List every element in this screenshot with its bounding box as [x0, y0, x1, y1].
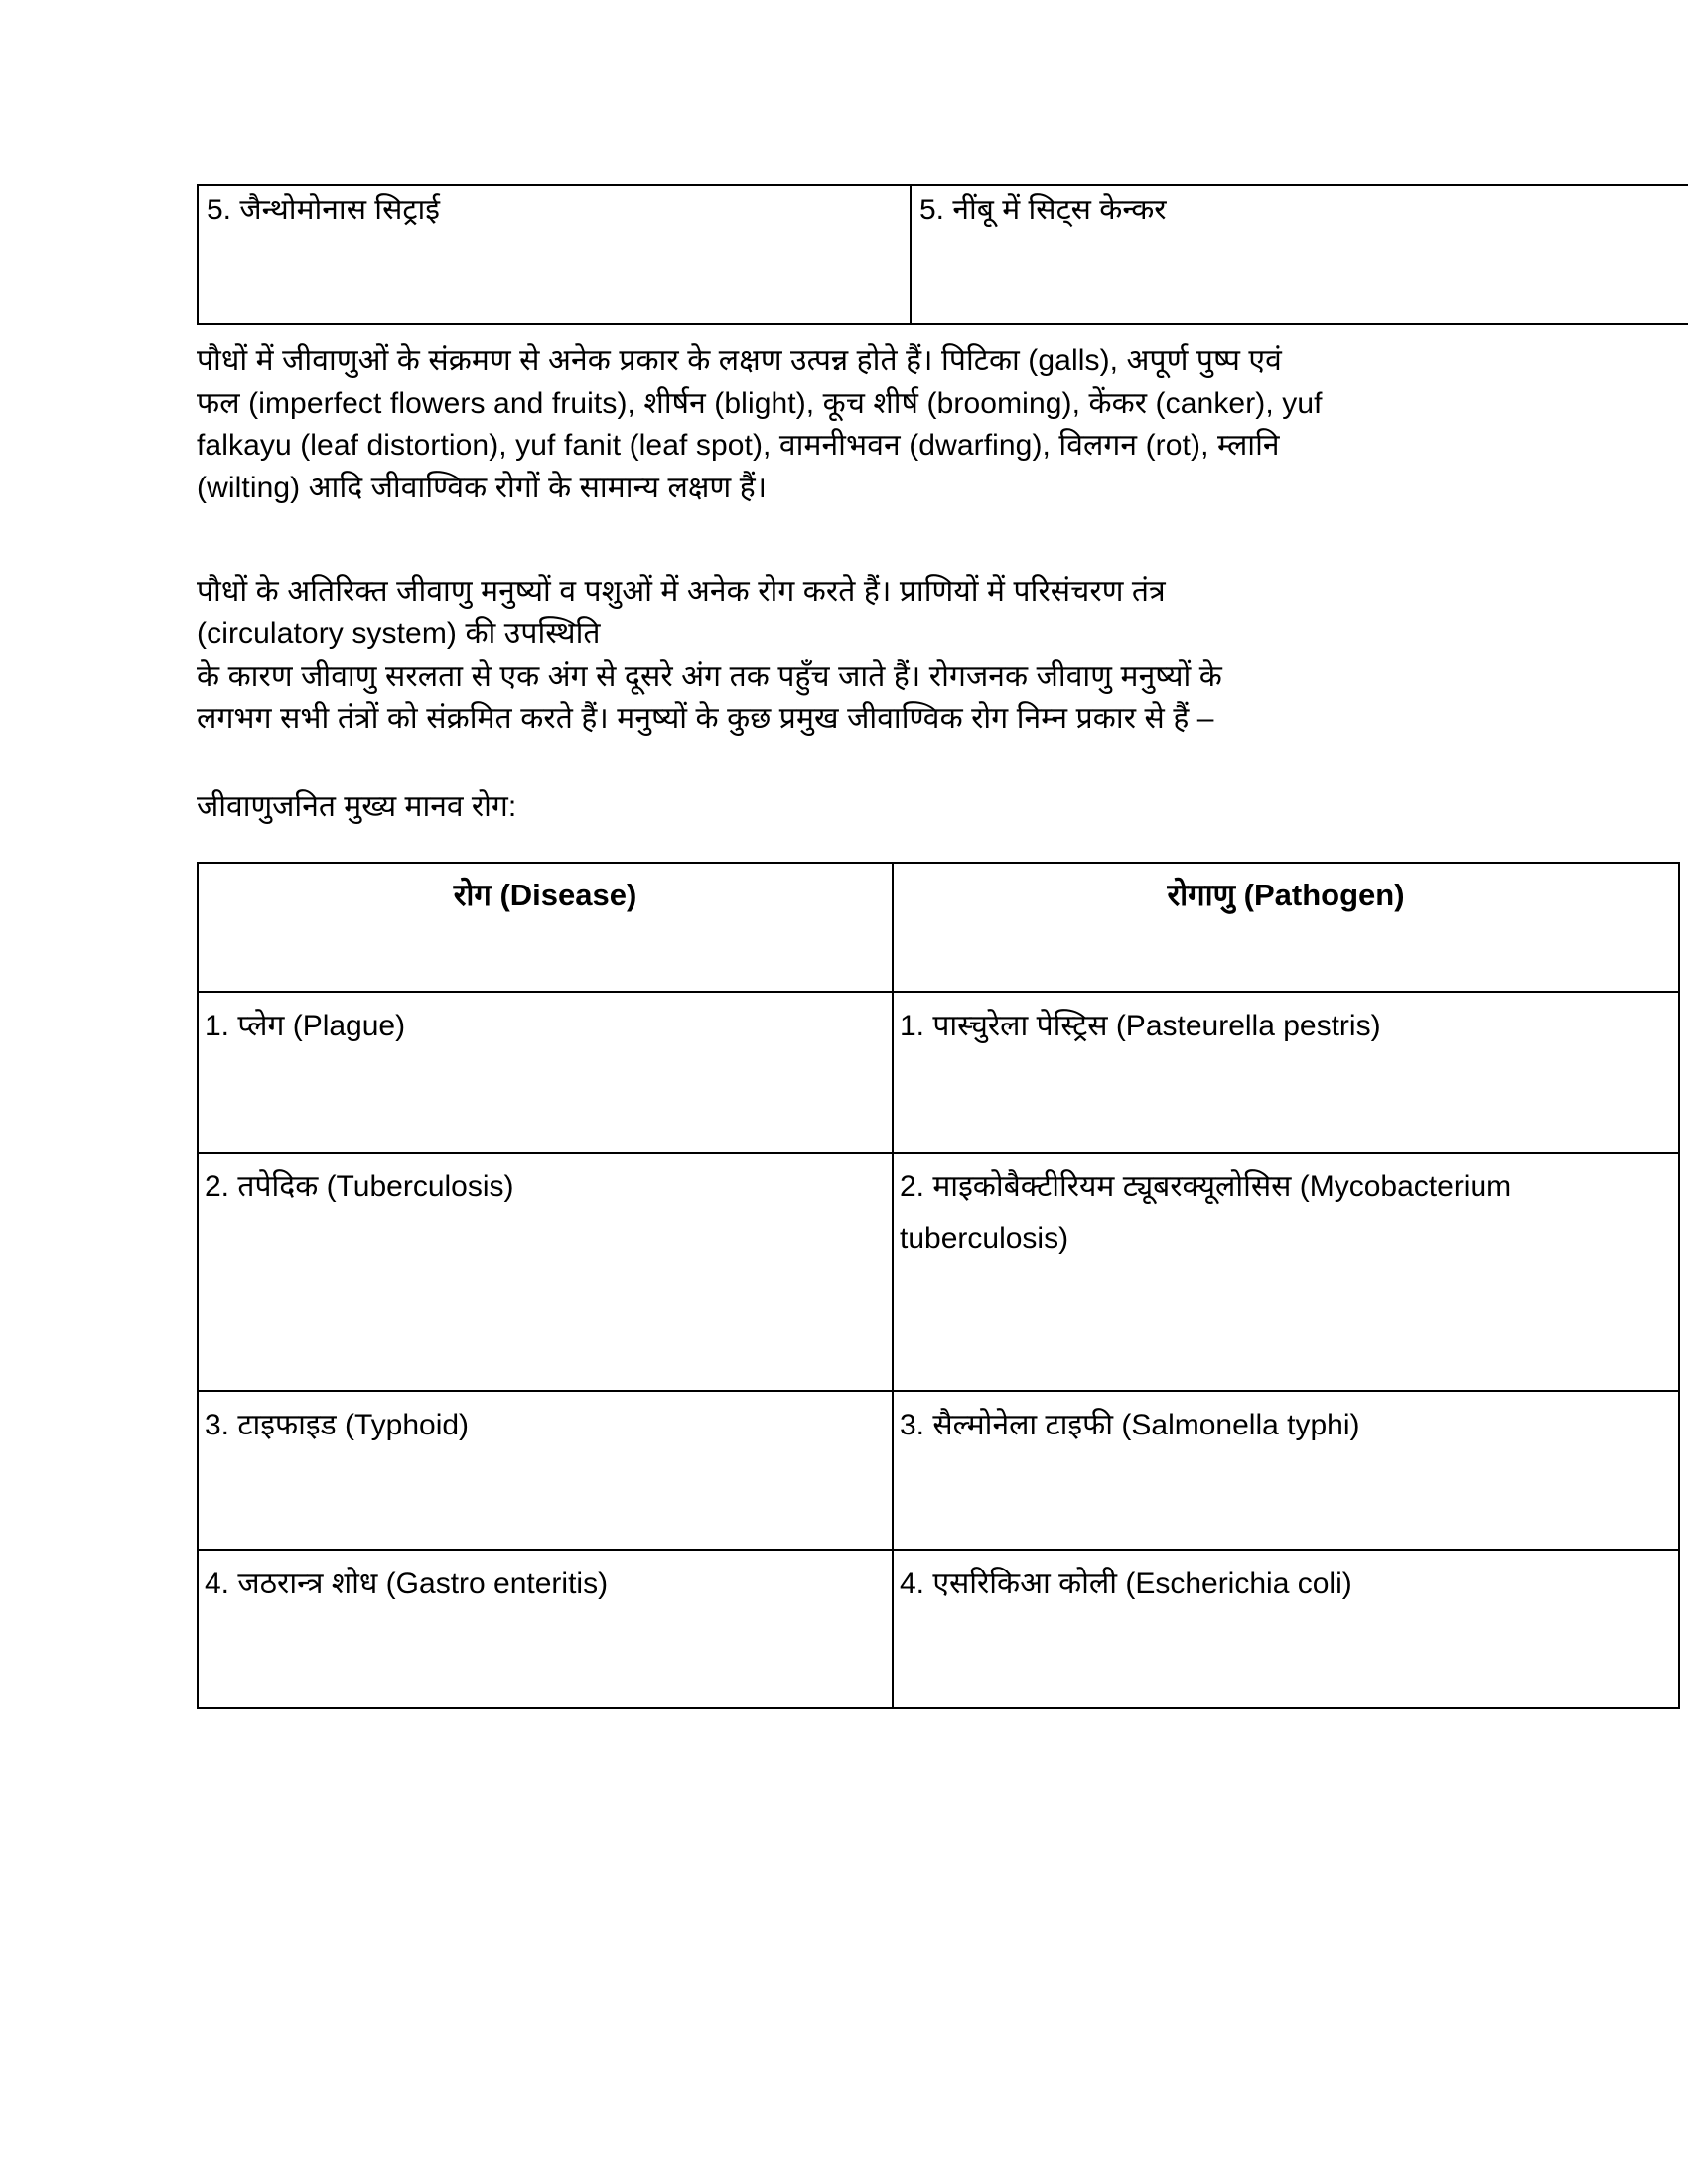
paragraph-line: falkayu (leaf distortion), yuf fanit (leaf spot), वामनीभवन (dwarfing), विलगन (rot), म्लानि	[197, 429, 1280, 463]
column-header-pathogen: रोगाणु (Pathogen)	[893, 863, 1679, 992]
disease-cell: 4. जठरान्त्र शोध (Gastro enteritis)	[198, 1550, 893, 1708]
plant-disease-cell: 5. नींबू में सिट्स केन्कर	[911, 185, 1688, 324]
table-row	[198, 1153, 1679, 1391]
pathogen-cell	[893, 992, 1679, 1153]
table-row	[198, 185, 1688, 324]
table-spacer	[197, 828, 1487, 862]
paragraph-line: लगभग सभी तंत्रों को संक्रमित करते हैं। मनुष्यों के कुछ प्रमुख जीवाण्विक रोग निम्न प्रकार से हैं –	[197, 702, 1214, 736]
heading-spacer	[197, 741, 1487, 786]
paragraph-line: पौधों में जीवाणुओं के संक्रमण से अनेक प्रकार के लक्षण उत्पन्न होते हैं। पिटिका (galls), अपूर्ण पुष्प एवं	[197, 344, 1282, 377]
human-disease-table	[197, 862, 1680, 1709]
paragraph-animal-diseases	[197, 571, 1487, 740]
plant-disease-table-continued	[197, 184, 1688, 325]
paragraph-line: (wilting) आदि जीवाण्विक रोगों के सामान्य लक्षण हैं।	[197, 471, 768, 504]
paragraph-spacer	[197, 509, 1487, 555]
pathogen-cell	[893, 1153, 1679, 1391]
pathogen-line: tuberculosis)	[900, 1222, 1069, 1256]
table-row	[198, 1391, 1679, 1550]
pathogen-line: 4. एसरिकिआ कोली (Escherichia coli)	[900, 1567, 1352, 1600]
disease-cell: 1. प्लेग (Plague)	[198, 992, 893, 1153]
table-row	[198, 1550, 1679, 1708]
paragraph-line: (circulatory system) की उपस्थिति	[197, 616, 601, 650]
paragraph-plant-symptoms	[197, 341, 1487, 509]
table-row	[198, 992, 1679, 1153]
section-sub-heading: जीवाणुजनित मुख्य मानव रोग:	[197, 789, 517, 823]
disease-cell: 2. तपेदिक (Tuberculosis)	[198, 1153, 893, 1391]
document-content	[197, 184, 1512, 1709]
pathogen-line: 2. माइकोबैक्टीरियम ट्यूबरक्यूलोसिस (Mycobacterium	[900, 1169, 1512, 1203]
paragraph-line: फल (imperfect flowers and fruits), शीर्षन (blight), कूच शीर्ष (brooming), केंकर (canker), yuf	[197, 386, 1323, 420]
pathogen-line: 3. सैल्मोनेला टाइफी (Salmonella typhi)	[900, 1408, 1360, 1441]
plant-pathogen-cell: 5. जैन्थोमोनास सिट्राई	[198, 185, 911, 324]
pathogen-cell	[893, 1391, 1679, 1550]
disease-cell: 3. टाइफाइड (Typhoid)	[198, 1391, 893, 1550]
column-header-disease: रोग (Disease)	[198, 863, 893, 992]
paragraph-line: पौधों के अतिरिक्त जीवाणु मनुष्यों व पशुओं में अनेक रोग करते हैं। प्राणियों में परिसंचरण तंत्र	[197, 575, 1166, 609]
table-header-row	[198, 863, 1679, 992]
pathogen-cell	[893, 1550, 1679, 1708]
pathogen-line: 1. पास्चुरेला पेस्ट्रिस (Pasteurella pestris)	[900, 1009, 1381, 1042]
paragraph-line: के कारण जीवाणु सरलता से एक अंग से दूसरे अंग तक पहुँच जाते हैं। रोगजनक जीवाणु मनुष्यों के	[197, 659, 1222, 693]
